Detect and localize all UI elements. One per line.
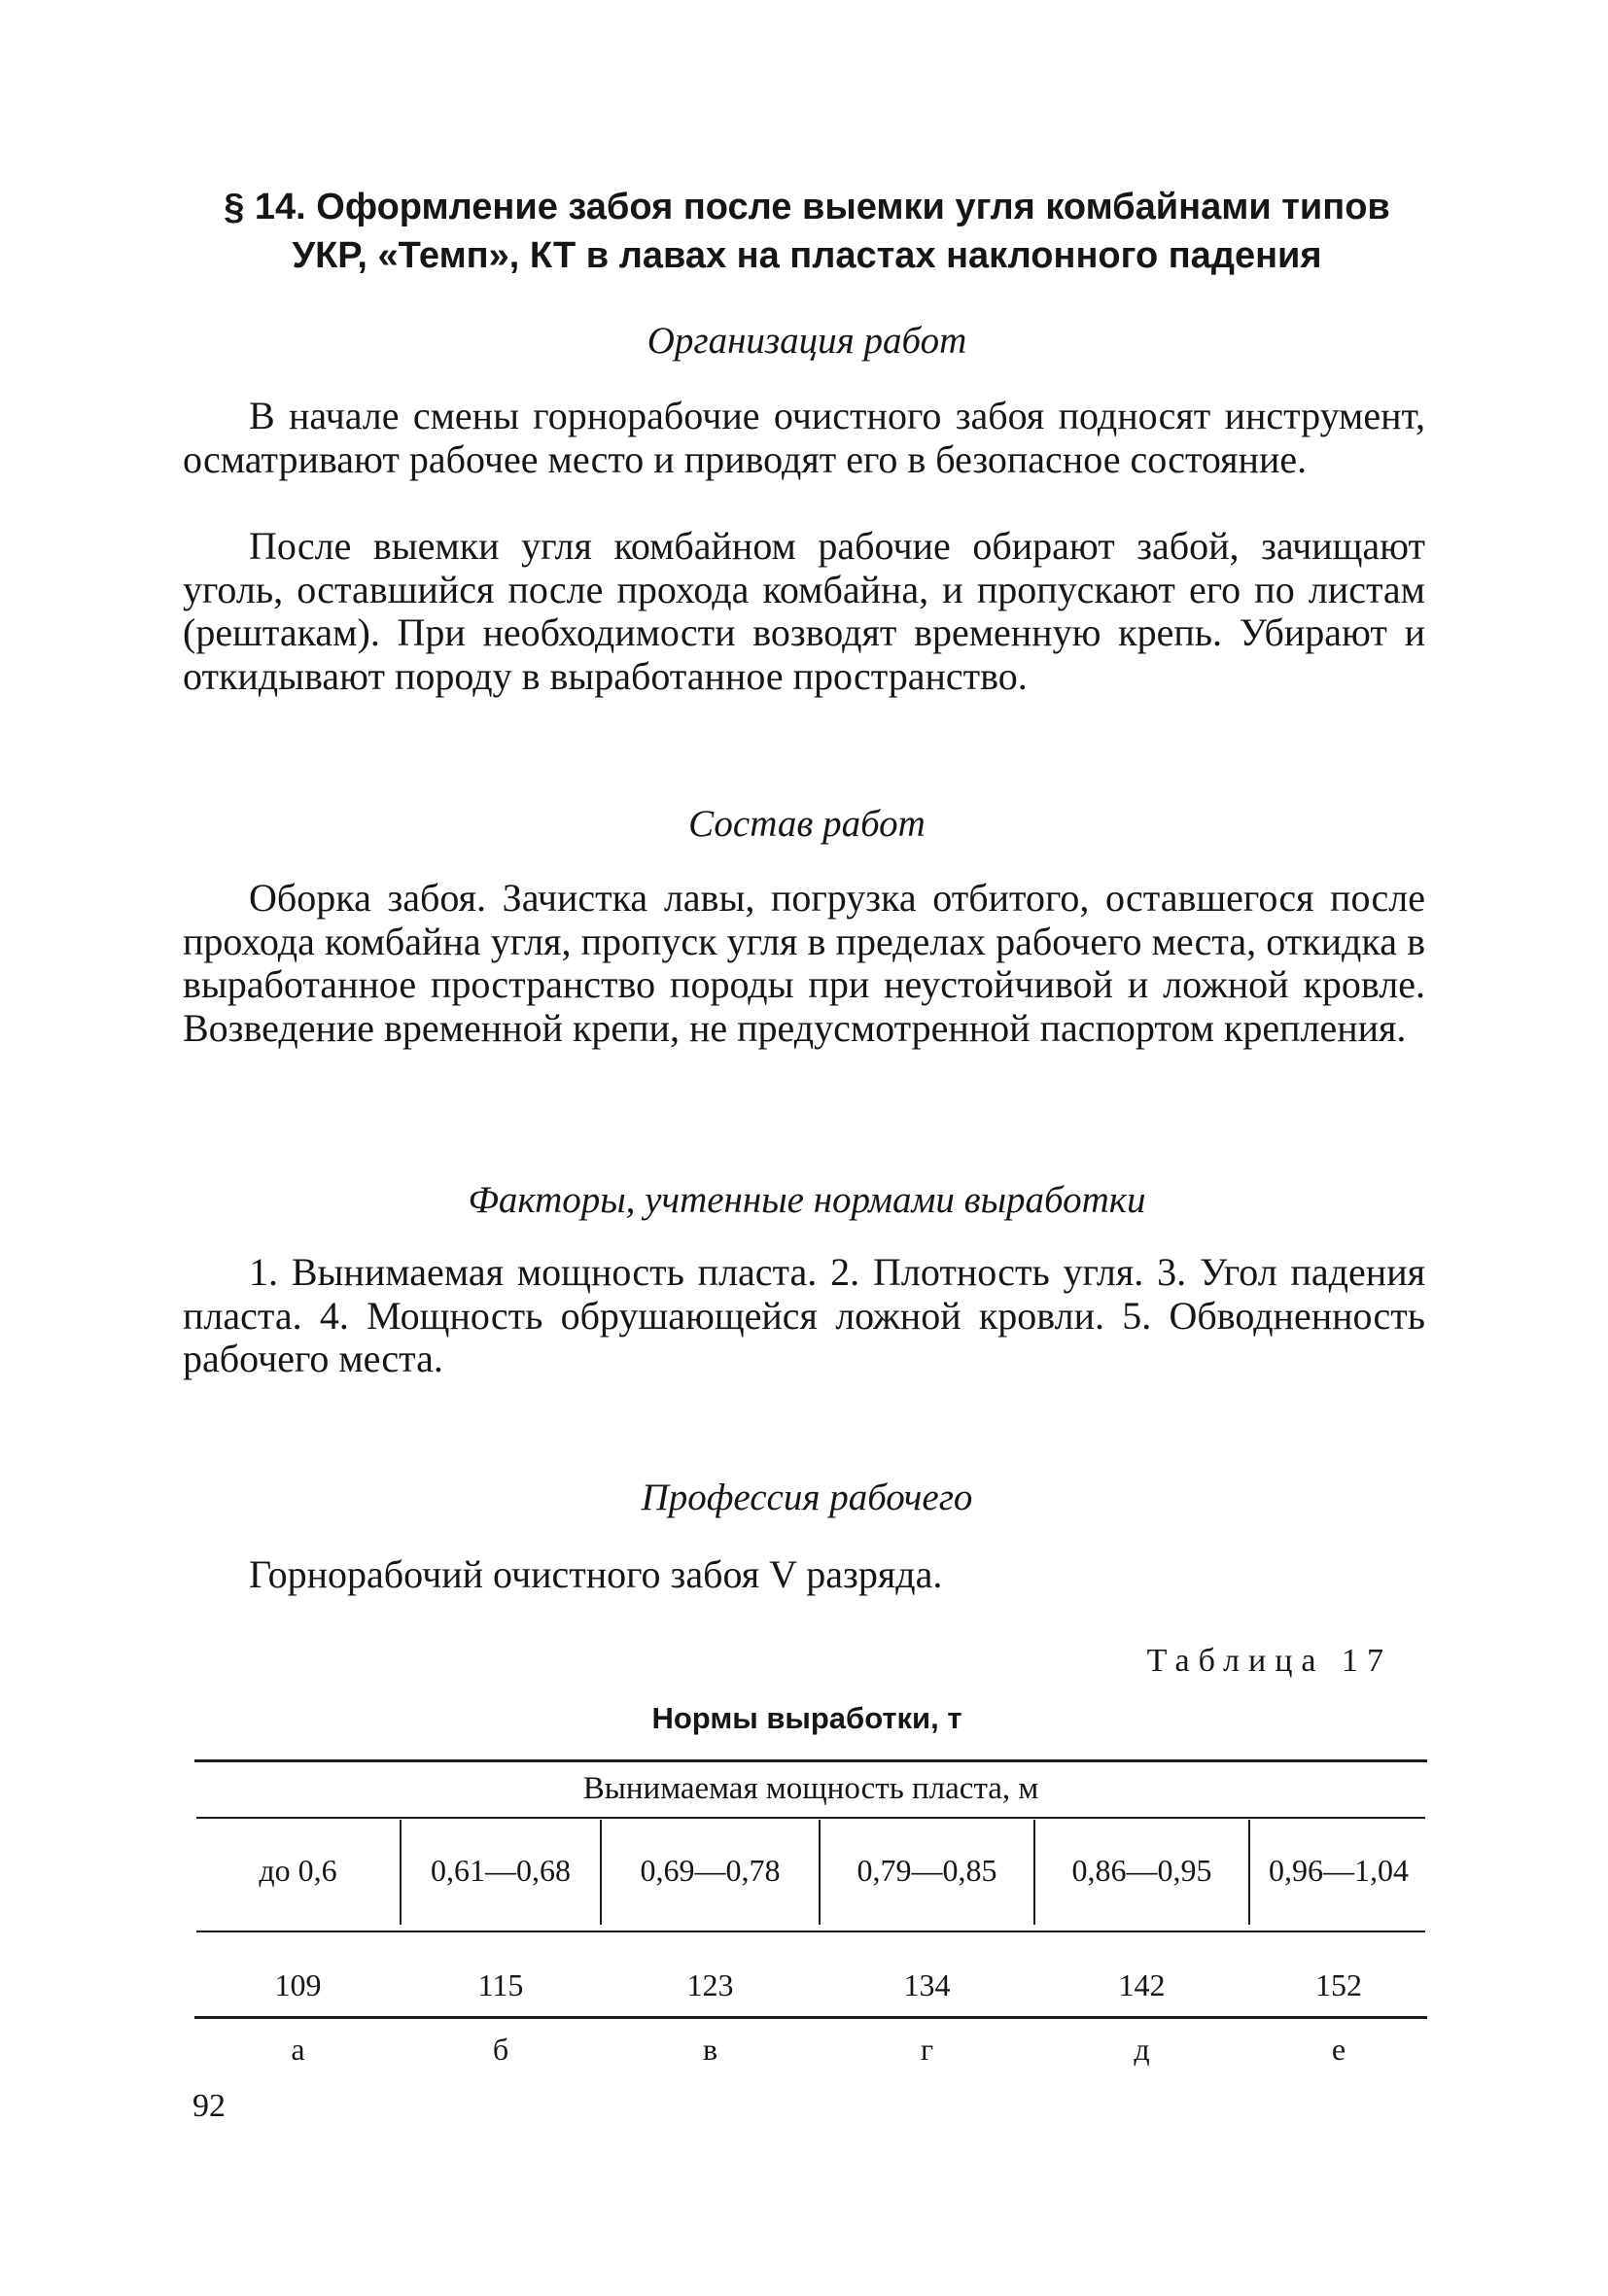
- table-column-letter: а: [291, 2032, 305, 2067]
- work-composition-paragraph: Оборка забоя. Зачистка лавы, погрузка отбитого, оставшегося после прохода комбайна угля, пропуск угля в пределах рабочего места, откидка в выработанное пространство породы при неустойчивой и ложной кровле. Возведение временной крепи, не предусмотренной паспортом крепления.: [183, 876, 1425, 1050]
- section-title-line-2: УКР, «Темп», КТ в лавах на пластах наклонного падения: [292, 235, 1322, 276]
- table-column-range: 0,96—1,04: [1269, 1853, 1409, 1888]
- table-column-range: 0,69—0,78: [640, 1853, 781, 1888]
- table-value: 123: [686, 1967, 734, 2002]
- table-column-letter: б: [492, 2032, 509, 2067]
- table-title: Нормы выработки, т: [651, 1701, 962, 1735]
- factors-heading: Факторы, учтенные нормами выработки: [468, 1179, 1146, 1221]
- table-value: 152: [1315, 1967, 1362, 2002]
- profession-heading: Профессия рабочего: [641, 1477, 973, 1518]
- table-column-letter: г: [920, 2032, 934, 2067]
- table-value: 109: [274, 1967, 322, 2002]
- table-column-letter: в: [702, 2032, 718, 2067]
- table-column-range: до 0,6: [259, 1853, 337, 1888]
- organization-paragraph-2: После выемки угля комбайном рабочие обирают забой, зачищают уголь, оставшийся после прохода комбайна, и пропускают его по листам (рештакам). При необходимости возводят временную крепь. Убирают и откидывают породу в выработанное пространство.: [183, 524, 1425, 698]
- table-top-rule: [194, 1759, 1427, 1762]
- section-title-line-1: § 14. Оформление забоя после выемки угля комбайнами типов: [224, 187, 1390, 227]
- work-composition-heading: Состав работ: [688, 803, 926, 845]
- organization-paragraph-1: В начале смены горнорабочие очистного забоя подносят инструмент, осматривают рабочее место и приводят его в безопасное состояние.: [183, 394, 1425, 481]
- profession-paragraph: Горнорабочий очистного забоя V разряда.: [249, 1552, 943, 1596]
- section-title: [156, 183, 1458, 280]
- table-header-rule: [196, 1817, 1425, 1819]
- table-column-letter: д: [1134, 2032, 1150, 2067]
- table-value: 115: [477, 1967, 524, 2002]
- table-column-letter: е: [1331, 2032, 1346, 2067]
- table-value: 134: [903, 1967, 951, 2002]
- page-number: 92: [192, 2088, 226, 2124]
- table-header-caption: Вынимаемая мощность пласта, м: [582, 1771, 1039, 1806]
- table-column-range: 0,86—0,95: [1071, 1853, 1212, 1888]
- table-column-range: 0,79—0,85: [856, 1853, 997, 1888]
- table-column-range: 0,61—0,68: [431, 1853, 571, 1888]
- organization-heading: Организация работ: [647, 320, 967, 362]
- table-value: 142: [1118, 1967, 1166, 2002]
- factors-paragraph: 1. Вынимаемая мощность пласта. 2. Плотность угля. 3. Угол падения пласта. 4. Мощность обрушающейся ложной кровли. 5. Обводненность рабочего места.: [183, 1250, 1425, 1380]
- table-label: Таблица 17: [1146, 1643, 1392, 1679]
- table-bottom-rule: [194, 2016, 1427, 2019]
- table-mid-rule: [196, 1931, 1425, 1932]
